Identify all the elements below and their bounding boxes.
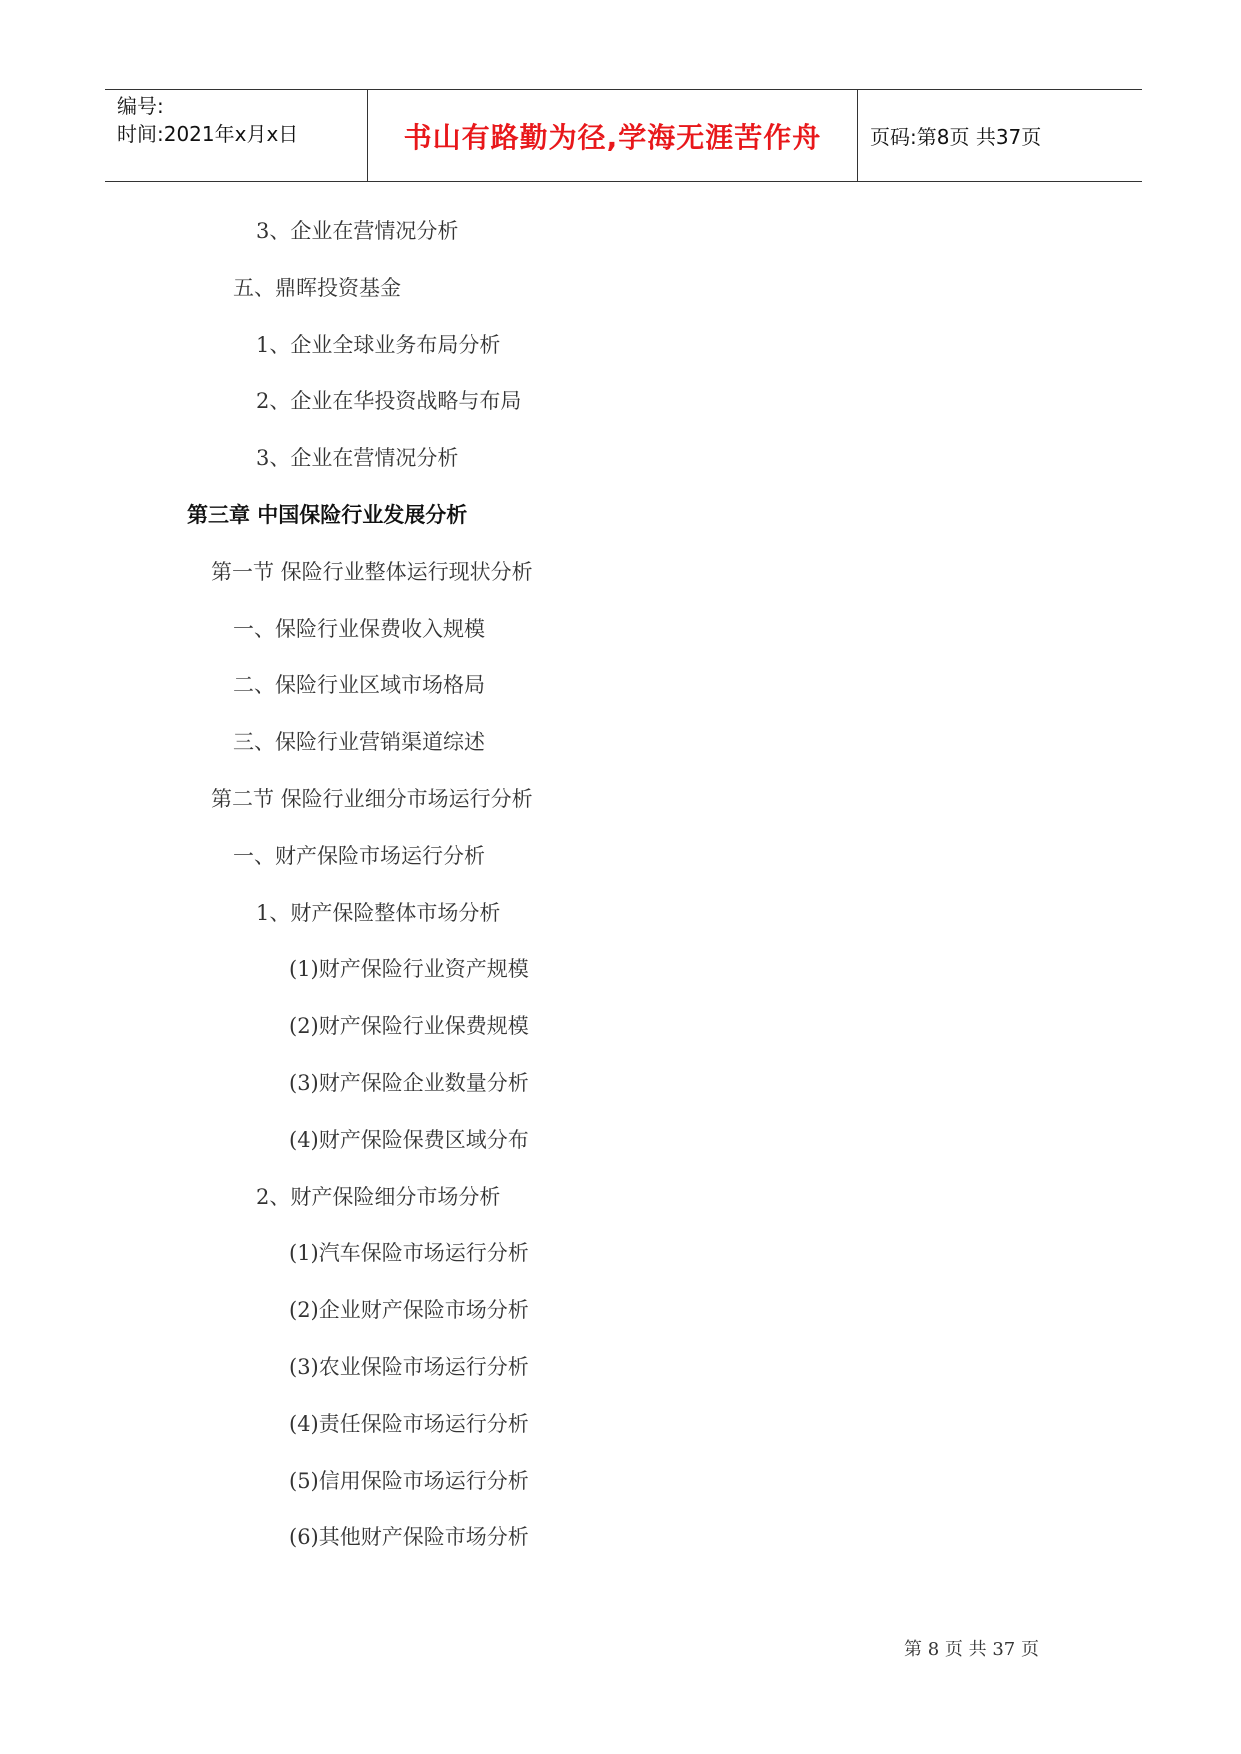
toc-item: (1)财产保险行业资产规模 xyxy=(289,957,529,981)
toc-item: 1、财产保险整体市场分析 xyxy=(256,901,501,925)
toc-item: 3、企业在营情况分析 xyxy=(256,446,459,470)
toc-item: (6)其他财产保险市场分析 xyxy=(289,1525,529,1549)
toc-item: 二、保险行业区域市场格局 xyxy=(233,673,485,697)
toc-item: (1)汽车保险市场运行分析 xyxy=(289,1241,529,1265)
header-page-number: 页码:第8页 共37页 xyxy=(870,125,1042,149)
toc-item: 一、财产保险市场运行分析 xyxy=(233,844,485,868)
toc-item: 2、企业在华投资战略与布局 xyxy=(256,389,522,413)
chapter-heading: 第三章 中国保险行业发展分析 xyxy=(187,503,468,527)
document-time-label: 时间:2021年x月x日 xyxy=(117,122,299,146)
toc-item: (3)农业保险市场运行分析 xyxy=(289,1355,529,1379)
toc-item: 1、企业全球业务布局分析 xyxy=(256,333,501,357)
toc-item: 五、鼎晖投资基金 xyxy=(233,276,401,300)
toc-item: (4)责任保险市场运行分析 xyxy=(289,1412,529,1436)
toc-item: (2)企业财产保险市场分析 xyxy=(289,1298,529,1322)
document-number-label: 编号: xyxy=(117,94,164,118)
toc-item: 一、保险行业保费收入规模 xyxy=(233,617,485,641)
toc-item: (5)信用保险市场运行分析 xyxy=(289,1469,529,1493)
toc-item: (3)财产保险企业数量分析 xyxy=(289,1071,529,1095)
toc-item: 第二节 保险行业细分市场运行分析 xyxy=(211,787,533,811)
toc-item: 三、保险行业营销渠道综述 xyxy=(233,730,485,754)
header-slogan: 书山有路勤为径,学海无涯苦作舟 xyxy=(403,120,822,154)
toc-item: 第一节 保险行业整体运行现状分析 xyxy=(211,560,533,584)
toc-item: 3、企业在营情况分析 xyxy=(256,219,459,243)
page-footer: 第 8 页 共 37 页 xyxy=(904,1639,1039,1660)
toc-item: 2、财产保险细分市场分析 xyxy=(256,1185,501,1209)
toc-item: (4)财产保险保费区域分布 xyxy=(289,1128,529,1152)
toc-item: (2)财产保险行业保费规模 xyxy=(289,1014,529,1038)
